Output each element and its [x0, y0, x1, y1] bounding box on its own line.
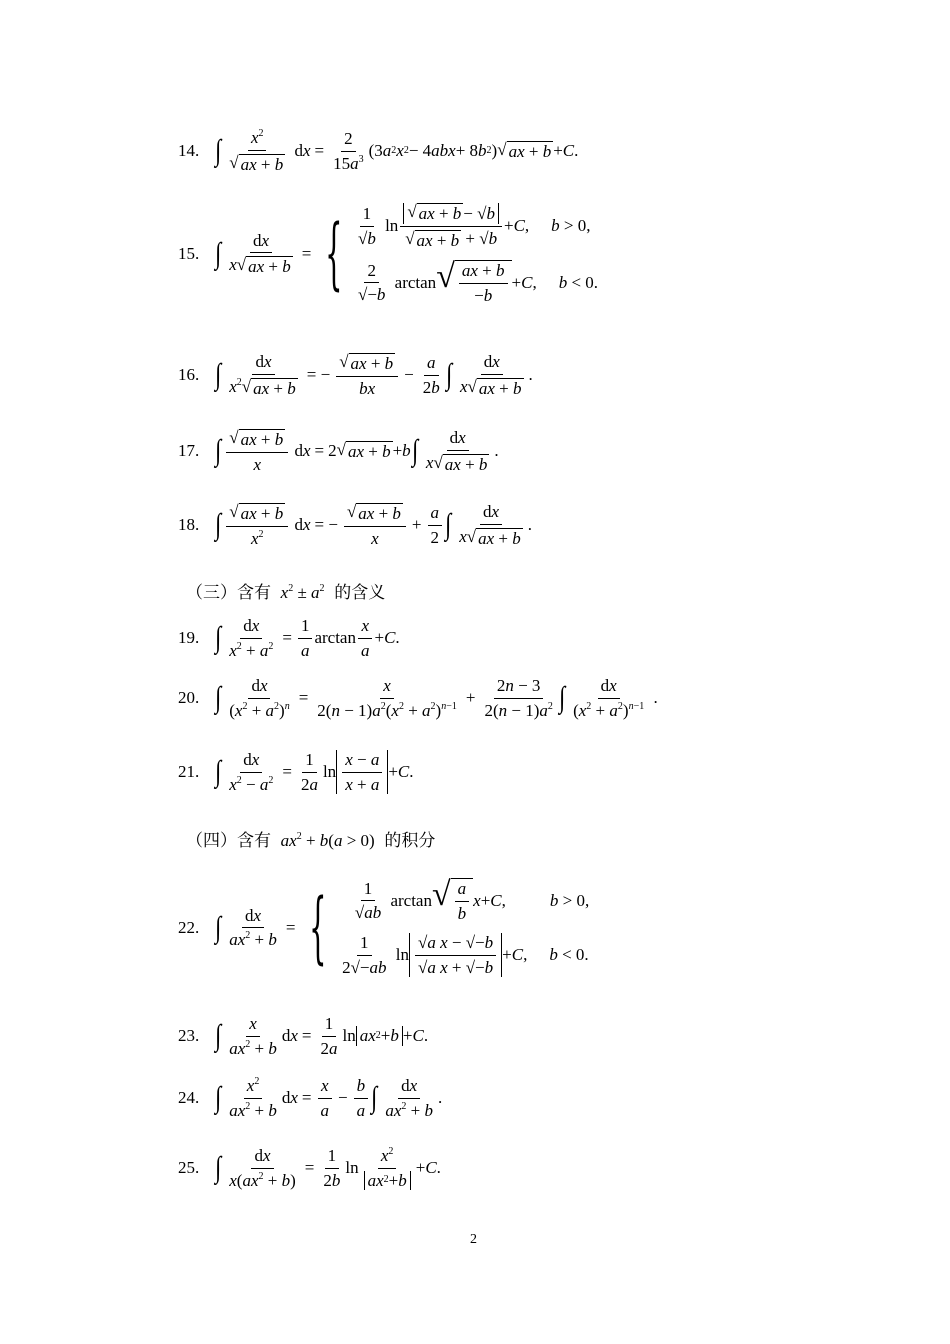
- formula-number: 22.: [178, 917, 200, 937]
- formula-21: 21. ∫ $\frac{dx}{x^2 - a^2}$ = $\frac{1}{2a}$ ln $\frac{x - a}{x + a}$ + C .: [178, 750, 414, 794]
- formula-number: 24.: [178, 1088, 200, 1108]
- formula-number: 19.: [178, 628, 200, 648]
- formula-14: 14. ∫ $x^2$ √ ax + b d x = $\frac{2}{15a^3}$ (3 a 2 x 2 − 4 abx + 8 b 2 ) √ ax + b + C .: [178, 128, 579, 174]
- formula-number: 15.: [178, 243, 200, 263]
- formula-18: 18. ∫ √ ax + b $x^2$ d x = − √ ax + b x + $\frac{a}{2}$ ∫ dx x √ ax + b .: [178, 502, 533, 548]
- formula-number: 18.: [178, 515, 200, 535]
- section-heading-4: （四）含有 $ax^2 + b(a > 0)$ 的积分: [186, 831, 436, 851]
- formula-16: 16. ∫ dx $x^2$ √ ax + b = − √ ax + b bx − $\frac{a}{2b}$ ∫ dx x √ ax + b .: [178, 352, 533, 398]
- formula-22: 22. ∫ $\frac{dx}{ax^2 + b}$ = { $\frac{1}{√ab}$ arctan √ $\frac{a}{b}$ x + C , b > 0, $\frac{1}{2√-ab}$ ln $\frac{\text{√a x − √−b}}{\text{√a x + √−b}}$ + C , b < 0.: [178, 876, 590, 977]
- formula-15: 15. ∫ dx x √ ax + b = { $\frac{1}{√b}$ ln √ ax + b − √ b √ ax + b + √b + C , b > 0, $\frac{2}{√-b}$ arctan √ $\frac{ax + b}{-b}$ + C , b < 0.: [178, 202, 599, 305]
- formula-number: 23.: [178, 1026, 200, 1046]
- formula-number: 16.: [178, 365, 200, 385]
- formula-17: 17. ∫ √ ax + b x d x = 2 √ ax + b + b ∫ dx x √ ax + b .: [178, 428, 499, 474]
- formula-number: 25.: [178, 1158, 200, 1178]
- formula-number: 17.: [178, 441, 200, 461]
- formula-number: 14.: [178, 141, 200, 161]
- formula-number: 20.: [178, 688, 200, 708]
- formula-24: 24. ∫ $\frac{x^2}{ax^2 + b}$ d x = $\frac{x}{a}$ − $\frac{b}{a}$ ∫ $\frac{dx}{ax^2 + b}$ .: [178, 1076, 443, 1120]
- section-heading-3: （三）含有 $x^2 \pm a^2$ 的含义: [186, 583, 386, 603]
- formula-25: 25. ∫ $\frac{dx}{x(ax^2 + b)}$ = $\frac{1}{2b}$ ln $x^2$ ax 2 + b + C .: [178, 1146, 441, 1190]
- formula-number: 21.: [178, 762, 200, 782]
- formula-23: 23. ∫ $\frac{x}{ax^2 + b}$ d x = $\frac{1}{2a}$ ln ax 2 + b + C .: [178, 1014, 429, 1058]
- page-number: 2: [470, 1232, 477, 1247]
- formula-19: 19. ∫ $\frac{dx}{x^2 + a^2}$ = $\frac{1}{a}$ arctan $\frac{x}{a}$ + C .: [178, 616, 400, 660]
- formula-20: 20. ∫ $\frac{dx}{(x^2 + a^2)^n}$ = $\frac{x}{2(n - 1)a^2(x^2 + a^2)^{n-1}}$ + $\frac{2n - 3}{2(n - 1)a^2}$ ∫ $\frac{dx}{(x^2 + a^2)^{n-1}}$ .: [178, 676, 658, 720]
